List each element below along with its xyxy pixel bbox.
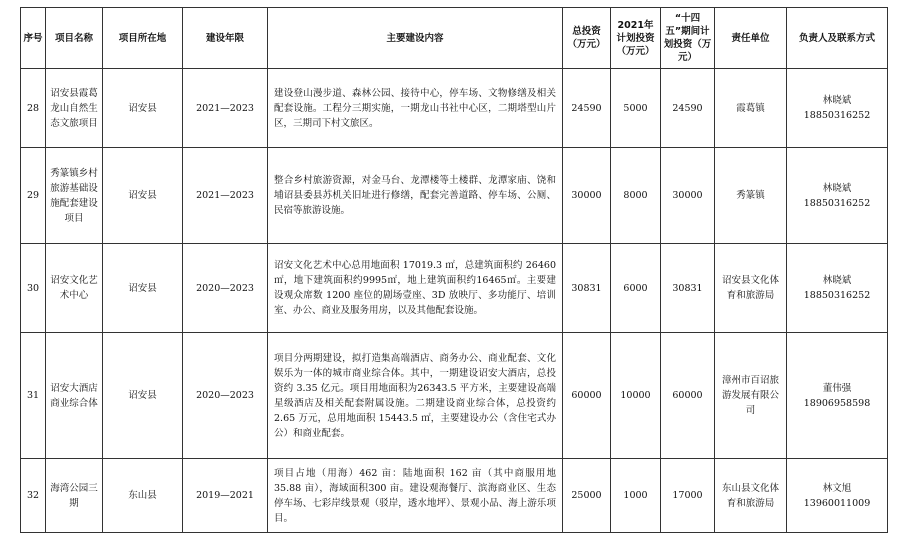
cell-location: 诏安县 <box>103 244 183 333</box>
cell-location: 诏安县 <box>103 69 183 148</box>
cell-unit: 漳州市百诏旅游发展有限公司 <box>715 333 787 459</box>
cell-seq: 32 <box>21 459 46 533</box>
table-row <box>21 244 888 333</box>
project-table <box>20 7 888 533</box>
cell-unit: 霞葛镇 <box>715 69 787 148</box>
contact-name: 林晓斌 <box>822 95 852 106</box>
cell-plan-145: 24590 <box>661 69 715 148</box>
header-content: 主要建设内容 <box>268 8 563 69</box>
table-row <box>21 459 888 533</box>
cell-period: 2019—2021 <box>183 459 268 533</box>
header-name: 项目名称 <box>46 8 103 69</box>
cell-seq: 28 <box>21 69 46 148</box>
cell-seq: 29 <box>21 148 46 244</box>
cell-contact <box>787 148 888 244</box>
cell-location: 东山县 <box>103 459 183 533</box>
header-plan-2021: 2021年计划投资（万元） <box>611 8 661 69</box>
cell-plan-2021: 6000 <box>611 244 661 333</box>
header-period: 建设年限 <box>183 8 268 69</box>
cell-seq: 30 <box>21 244 46 333</box>
contact-phone: 18850316252 <box>803 197 871 209</box>
cell-content: 项目占地（用海）462 亩：陆地面积 162 亩（其中商服用地 35.88 亩），海域面积300 亩。建设观海餐厅、滨海商业区、生态停车场、七彩岸线景观（驳岸，透水地坪）、景观小品、海上游乐项目。 <box>268 459 563 533</box>
table-header-row <box>21 8 888 69</box>
cell-plan-2021: 5000 <box>611 69 661 148</box>
cell-name: 诏安大酒店商业综合体 <box>46 333 103 459</box>
cell-period: 2020—2023 <box>183 244 268 333</box>
cell-unit: 诏安县文化体育和旅游局 <box>715 244 787 333</box>
cell-name: 诏安文化艺术中心 <box>46 244 103 333</box>
cell-content: 项目分两期建设，拟打造集高端酒店、商务办公、商业配套、文化娱乐为一体的城市商业综合体。其中，一期建设诏安大酒店，总投资约 3.35 亿元。项目用地面积为26343.5 平方米，主要建设高端星级酒店及相关配套附属设施。二期建设商业综合体，总投资约 2.65 万元，总用地面积 15443.5 ㎡，主要建设办公（含住宅式办公）和商业配套。 <box>268 333 563 459</box>
contact-phone: 18850316252 <box>803 290 871 301</box>
contact-name: 林晓斌 <box>822 275 852 286</box>
cell-content: 整合乡村旅游资源，对金马台、龙潭楼等土楼群、龙潭家庙、饶和埔诏县委县苏机关旧址进行修缮，配套完善道路、停车场、公厕、民宿等旅游设施。 <box>268 148 563 244</box>
cell-plan-145: 60000 <box>661 333 715 459</box>
cell-name: 秀篆镇乡村旅游基础设施配套建设项目 <box>46 148 103 244</box>
table-row <box>21 69 888 148</box>
cell-plan-2021: 1000 <box>611 459 661 533</box>
cell-location: 诏安县 <box>103 148 183 244</box>
cell-plan-145: 17000 <box>661 459 715 533</box>
cell-plan-145: 30831 <box>661 244 715 333</box>
header-seq: 序号 <box>21 8 46 69</box>
cell-location: 诏安县 <box>103 333 183 459</box>
cell-plan-145: 30000 <box>661 148 715 244</box>
cell-total: 30000 <box>563 148 611 244</box>
contact-name: 林文旭 <box>822 482 852 494</box>
cell-contact <box>787 69 888 148</box>
contact-phone: 13960011009 <box>803 497 871 509</box>
contact-name: 董伟强 <box>822 382 852 394</box>
cell-plan-2021: 8000 <box>611 148 661 244</box>
table-row <box>21 148 888 244</box>
contact-name: 林晓斌 <box>822 182 852 194</box>
cell-plan-2021: 10000 <box>611 333 661 459</box>
contact-phone: 18906958598 <box>803 397 871 409</box>
cell-period: 2021—2023 <box>183 148 268 244</box>
cell-total: 60000 <box>563 333 611 459</box>
cell-seq: 31 <box>21 333 46 459</box>
cell-content: 诏安文化艺术中心总用地面积 17019.3 ㎡，总建筑面积约 26460㎡，地下建筑面积约9995㎡，地上建筑面积约16465㎡。主要建设观众席数 1200 座位的剧场壹座、3D 放映厅、多功能厅、培训室、办公、商业及服务用房，以及其他配套设施。 <box>268 244 563 333</box>
header-contact: 负责人及联系方式 <box>787 8 888 69</box>
header-unit: 责任单位 <box>715 8 787 69</box>
cell-unit: 秀篆镇 <box>715 148 787 244</box>
cell-contact <box>787 244 888 333</box>
cell-period: 2021—2023 <box>183 69 268 148</box>
cell-name: 诏安县霞葛龙山自然生态文旅项目 <box>46 69 103 148</box>
header-location: 项目所在地 <box>103 8 183 69</box>
cell-total: 30831 <box>563 244 611 333</box>
cell-name: 海湾公园三期 <box>46 459 103 533</box>
table-row <box>21 333 888 459</box>
cell-total: 25000 <box>563 459 611 533</box>
cell-contact <box>787 333 888 459</box>
cell-total: 24590 <box>563 69 611 148</box>
cell-unit: 东山县文化体育和旅游局 <box>715 459 787 533</box>
contact-phone: 18850316252 <box>803 110 871 121</box>
cell-content: 建设登山漫步道、森林公园、接待中心，停车场、文物修缮及相关配套设施。工程分三期实施，一期龙山书社中心区，二期塔型山片区，三期司下村文旅区。 <box>268 69 563 148</box>
cell-period: 2020—2023 <box>183 333 268 459</box>
cell-contact <box>787 459 888 533</box>
header-total: 总投资（万元） <box>563 8 611 69</box>
header-plan-145: “十四五”期间计划投资（万元） <box>661 8 715 69</box>
